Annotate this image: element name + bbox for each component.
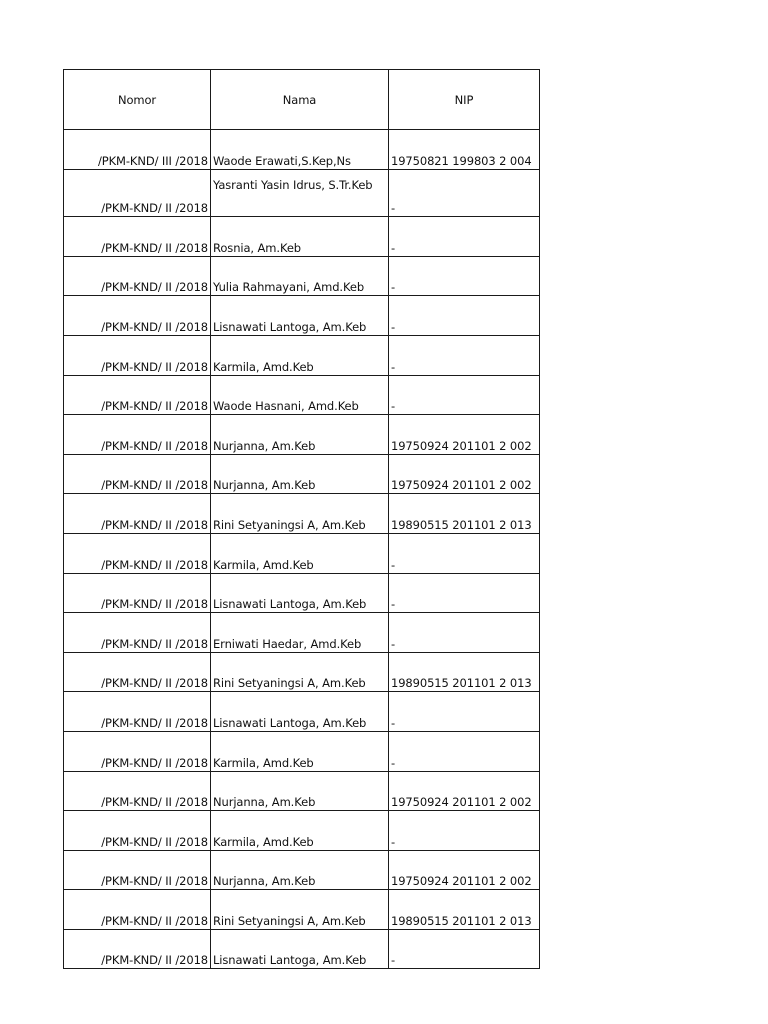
- nama-cell: Nurjanna, Am.Keb: [211, 454, 389, 494]
- table-row: [64, 169, 540, 217]
- nip-cell: -: [389, 929, 540, 969]
- nip-cell: -: [389, 613, 540, 653]
- nomor-cell: /PKM-KND/ II /2018: [64, 256, 211, 296]
- nama-cell: Nurjanna, Am.Keb: [211, 771, 389, 811]
- nip-cell: 19750821 199803 2 004: [389, 130, 540, 170]
- column-header-nip: NIP: [389, 70, 540, 130]
- nomor-cell: /PKM-KND/ II /2018: [64, 850, 211, 890]
- nomor-cell: /PKM-KND/ II /2018: [64, 494, 211, 534]
- nomor-cell: /PKM-KND/ II /2018: [64, 217, 211, 257]
- nip-cell: -: [389, 335, 540, 375]
- nama-cell: Rini Setyaningsi A, Am.Keb: [211, 652, 389, 692]
- nama-cell: Erniwati Haedar, Amd.Keb: [211, 613, 389, 653]
- nomor-cell: /PKM-KND/ II /2018: [64, 169, 211, 217]
- staff-table-container: [63, 69, 539, 969]
- nomor-cell: /PKM-KND/ II /2018: [64, 692, 211, 732]
- nama-cell: Lisnawati Lantoga, Am.Keb: [211, 929, 389, 969]
- nip-cell: 19750924 201101 2 002: [389, 454, 540, 494]
- nama-cell: Lisnawati Lantoga, Am.Keb: [211, 296, 389, 336]
- nama-cell: Waode Hasnani, Amd.Keb: [211, 375, 389, 415]
- table-row: [64, 296, 540, 336]
- nomor-cell: /PKM-KND/ II /2018: [64, 652, 211, 692]
- nomor-cell: /PKM-KND/ II /2018: [64, 929, 211, 969]
- nomor-cell: /PKM-KND/ II /2018: [64, 731, 211, 771]
- table-row: [64, 130, 540, 170]
- nomor-cell: /PKM-KND/ II /2018: [64, 573, 211, 613]
- nomor-cell: /PKM-KND/ II /2018: [64, 335, 211, 375]
- nama-cell: Lisnawati Lantoga, Am.Keb: [211, 692, 389, 732]
- nama-cell: Rini Setyaningsi A, Am.Keb: [211, 890, 389, 930]
- table-row: [64, 731, 540, 771]
- table-row: [64, 335, 540, 375]
- nip-cell: -: [389, 692, 540, 732]
- nama-cell: Yulia Rahmayani, Amd.Keb: [211, 256, 389, 296]
- nomor-cell: /PKM-KND/ II /2018: [64, 375, 211, 415]
- staff-table: [63, 69, 540, 969]
- nama-cell: Nurjanna, Am.Keb: [211, 415, 389, 455]
- column-header-nama: Nama: [211, 70, 389, 130]
- nama-cell: Rini Setyaningsi A, Am.Keb: [211, 494, 389, 534]
- nomor-cell: /PKM-KND/ II /2018: [64, 533, 211, 573]
- nomor-cell: /PKM-KND/ II /2018: [64, 771, 211, 811]
- nama-cell: Karmila, Amd.Keb: [211, 533, 389, 573]
- nama-cell: Nurjanna, Am.Keb: [211, 850, 389, 890]
- nama-cell: Karmila, Amd.Keb: [211, 731, 389, 771]
- nomor-cell: /PKM-KND/ III /2018: [64, 130, 211, 170]
- table-row: [64, 613, 540, 653]
- nip-cell: -: [389, 731, 540, 771]
- table-row: [64, 217, 540, 257]
- nip-cell: 19890515 201101 2 013: [389, 652, 540, 692]
- table-row: [64, 573, 540, 613]
- table-row: [64, 533, 540, 573]
- table-row: [64, 811, 540, 851]
- nip-cell: -: [389, 217, 540, 257]
- table-row: [64, 850, 540, 890]
- table-row: [64, 415, 540, 455]
- nomor-cell: /PKM-KND/ II /2018: [64, 811, 211, 851]
- table-row: [64, 454, 540, 494]
- nama-cell: Waode Erawati,S.Kep,Ns: [211, 130, 389, 170]
- nama-cell: Rosnia, Am.Keb: [211, 217, 389, 257]
- table-row: [64, 256, 540, 296]
- nip-cell: -: [389, 573, 540, 613]
- table-row: [64, 375, 540, 415]
- table-row: [64, 890, 540, 930]
- nip-cell: -: [389, 169, 540, 217]
- nomor-cell: /PKM-KND/ II /2018: [64, 454, 211, 494]
- nomor-cell: /PKM-KND/ II /2018: [64, 613, 211, 653]
- nip-cell: 19750924 201101 2 002: [389, 771, 540, 811]
- table-row: [64, 692, 540, 732]
- table-header-row: [64, 70, 540, 130]
- nip-cell: 19750924 201101 2 002: [389, 415, 540, 455]
- nip-cell: 19750924 201101 2 002: [389, 850, 540, 890]
- table-body: [64, 130, 540, 969]
- nama-cell: Karmila, Amd.Keb: [211, 335, 389, 375]
- column-header-nomor: Nomor: [64, 70, 211, 130]
- nomor-cell: /PKM-KND/ II /2018: [64, 890, 211, 930]
- table-row: [64, 652, 540, 692]
- nomor-cell: /PKM-KND/ II /2018: [64, 415, 211, 455]
- nip-cell: -: [389, 811, 540, 851]
- nip-cell: -: [389, 296, 540, 336]
- nomor-cell: /PKM-KND/ II /2018: [64, 296, 211, 336]
- nama-cell: Karmila, Amd.Keb: [211, 811, 389, 851]
- table-row: [64, 771, 540, 811]
- nip-cell: -: [389, 533, 540, 573]
- nama-cell: Yasranti Yasin Idrus, S.Tr.Keb: [211, 169, 389, 217]
- nip-cell: 19890515 201101 2 013: [389, 890, 540, 930]
- nip-cell: 19890515 201101 2 013: [389, 494, 540, 534]
- nama-cell: Lisnawati Lantoga, Am.Keb: [211, 573, 389, 613]
- nip-cell: -: [389, 256, 540, 296]
- table-row: [64, 494, 540, 534]
- table-row: [64, 929, 540, 969]
- nip-cell: -: [389, 375, 540, 415]
